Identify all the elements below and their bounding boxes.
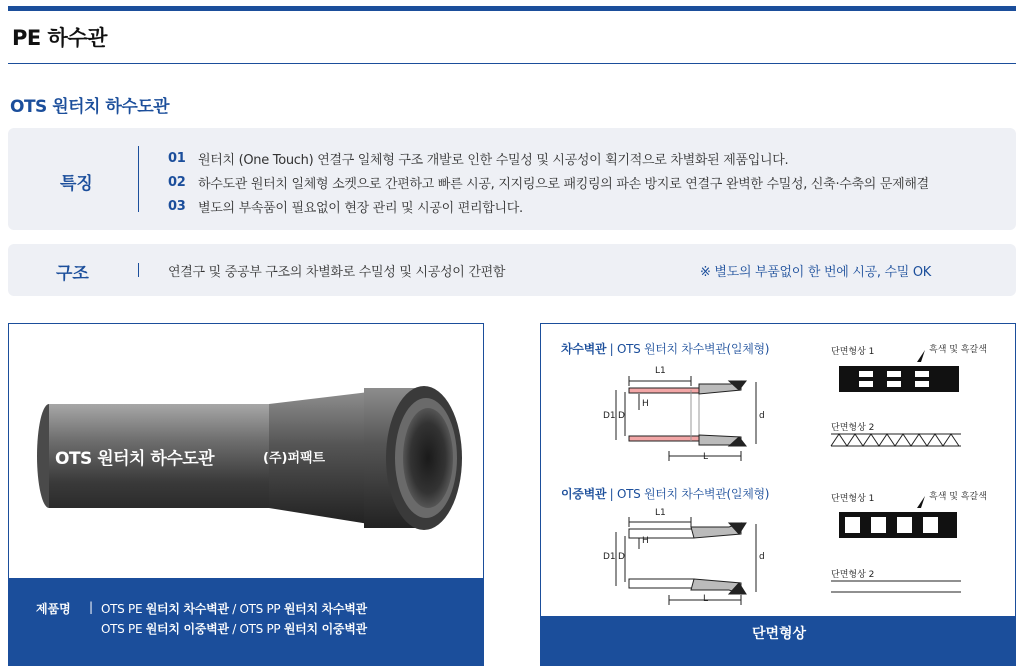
dimension-label: L xyxy=(703,594,709,604)
product-name-bar xyxy=(9,578,484,666)
dimension-label: d xyxy=(759,411,765,421)
product-text: OTS PE xyxy=(101,602,146,616)
product-text: OTS PE xyxy=(101,622,146,636)
section-annotation: 흑색 및 흑갈색 xyxy=(929,492,987,502)
dimension-label: L1 xyxy=(655,366,666,376)
product-text: / OTS PP xyxy=(228,602,284,616)
section-shape-label: 단면형상 2 xyxy=(831,570,875,580)
structure-box xyxy=(8,244,1016,296)
feature-item xyxy=(168,146,929,170)
pipe-drawing-2 xyxy=(616,517,756,605)
feature-text: 별도의 부속품이 필요없이 현장 관리 및 시공이 편리합니다. xyxy=(198,200,523,216)
product-name-line xyxy=(101,620,367,637)
product-name-key: 제품명 xyxy=(36,602,71,616)
dimension-label: d xyxy=(759,552,765,562)
cross-section-panel xyxy=(540,323,1016,666)
diagram-title-bold: 차수벽관 xyxy=(561,342,607,356)
dimension-label: L1 xyxy=(655,508,666,518)
product-text-bold: 원터치 이중벽관 xyxy=(283,622,367,636)
product-text-bold: 원터치 차수벽관 xyxy=(283,602,367,616)
product-text: / OTS PP xyxy=(228,622,284,636)
section-shape-label: 단면형상 1 xyxy=(831,494,875,504)
diagram-title-text: OTS 원터치 차수벽관(일체형) xyxy=(616,342,770,356)
diagram-title-separator: | xyxy=(606,487,617,501)
feature-item xyxy=(168,170,929,194)
diagram-title-text: OTS 원터치 차수벽관(일체형) xyxy=(616,487,770,501)
feature-item xyxy=(168,194,929,218)
product-text-bold: 원터치 차수벽관 xyxy=(145,602,229,616)
section-shape-label: 단면형상 2 xyxy=(831,423,875,433)
cross-section-footer: 단면형상 xyxy=(541,616,1016,666)
feature-number: 03 xyxy=(168,198,186,214)
page-title: PE 하수관 xyxy=(12,26,107,50)
structure-divider xyxy=(138,263,139,277)
cross-section-shape-4 xyxy=(831,581,961,592)
product-text-bold: 원터치 이중벽관 xyxy=(145,622,229,636)
features-divider xyxy=(138,146,139,212)
feature-text: 원터치 (One Touch) 연결구 일체형 구조 개발로 인한 수밀성 및 시공성이 획기적으로 차별화된 제품입니다. xyxy=(198,152,789,168)
diagram-title-bold: 이중벽관 xyxy=(561,487,607,501)
features-list xyxy=(168,146,929,218)
dimension-label: D xyxy=(618,552,625,562)
section-title: OTS 원터치 하수도관 xyxy=(10,97,170,117)
pipe-brand: (주)퍼팩트 xyxy=(263,451,326,466)
pipe-drawing-1 xyxy=(616,376,756,461)
dimension-label: H xyxy=(642,399,649,409)
structure-note: ※ 별도의 부품없이 한 번에 시공, 수밀 OK xyxy=(700,265,932,280)
section-annotation: 흑색 및 흑갈색 xyxy=(929,345,987,355)
feature-number: 02 xyxy=(168,174,186,190)
pipe-label: OTS 원터치 하수도관 xyxy=(55,449,215,469)
product-name-line xyxy=(101,600,367,617)
feature-text: 하수도관 원터치 일체형 소켓으로 간편하고 빠른 시공, 지지링으로 패킹링의 파손 방지로 연결구 완벽한 수밀성, 신축·수축의 문제해결 xyxy=(198,176,929,192)
structure-label: 구조 xyxy=(56,264,89,284)
dimension-label: H xyxy=(642,536,649,546)
diagram-title-separator: | xyxy=(606,342,617,356)
features-label: 특징 xyxy=(60,174,93,194)
dimension-label: D1 xyxy=(603,411,616,421)
section-shape-label: 단면형상 1 xyxy=(831,347,875,357)
dimension-label: L xyxy=(703,452,709,462)
dimension-label: D xyxy=(618,411,625,421)
top-accent-bar xyxy=(8,6,1016,11)
structure-text: 연결구 및 중공부 구조의 차별화로 수밀성 및 시공성이 간편함 xyxy=(168,265,506,280)
dimension-label: D1 xyxy=(603,552,616,562)
cross-section-shape-2 xyxy=(831,434,961,446)
technical-drawings xyxy=(541,324,1016,616)
features-box xyxy=(8,128,1016,230)
title-divider xyxy=(8,63,1016,64)
product-name-separator: | xyxy=(89,600,94,614)
product-image-panel xyxy=(8,323,484,666)
feature-number: 01 xyxy=(168,150,186,166)
